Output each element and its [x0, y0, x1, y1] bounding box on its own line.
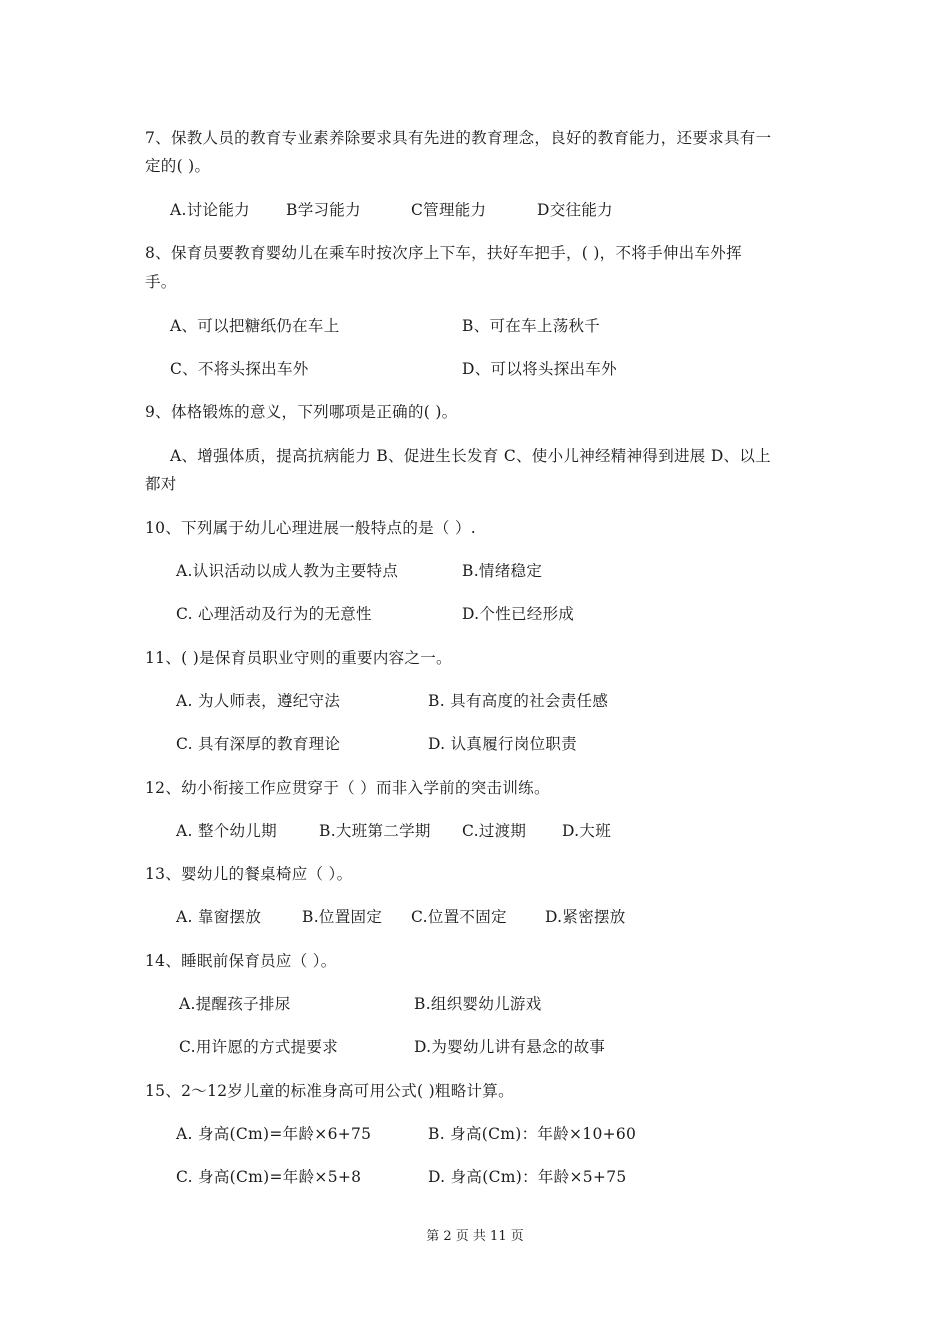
question-13-option-d: D.紧密摆放	[545, 908, 626, 926]
question-8-stem-line2: 手。	[145, 273, 177, 291]
question-7-option-d: D交往能力	[537, 201, 613, 219]
page-footer: 第 2 页 共 11 页	[426, 1229, 524, 1244]
question-7-option-c: C管理能力	[411, 201, 487, 219]
question-10-option-d: D.个性已经形成	[462, 605, 575, 623]
question-15-option-b: B. 身高(Cm)：年龄×10+60	[428, 1125, 637, 1143]
question-11-stem-line1: 11、( )是保育员职业守则的重要内容之一。	[145, 649, 452, 667]
question-15-option-a: A. 身高(Cm)=年龄×6+75	[176, 1125, 372, 1143]
question-13-option-a: A. 靠窗摆放	[176, 908, 262, 926]
question-11-option-d: D. 认真履行岗位职责	[428, 735, 578, 753]
question-7-option-b: B学习能力	[286, 201, 361, 219]
question-15-stem-line1: 15、2～12岁儿童的标准身高可用公式( )粗略计算。	[145, 1082, 514, 1100]
question-15-option-d: D. 身高(Cm)：年龄×5+75	[428, 1168, 627, 1186]
question-7-stem-line2: 定的( )。	[145, 157, 211, 175]
question-9-stem-line1: 9、体格锻炼的意义，下列哪项是正确的( )。	[145, 403, 458, 421]
question-12-option-a: A. 整个幼儿期	[176, 822, 277, 840]
question-10-option-b: B.情绪稳定	[462, 562, 543, 580]
question-8-option-b: B、可在车上荡秋千	[462, 317, 601, 335]
question-10-stem-line1: 10、下列属于幼儿心理进展一般特点的是（ ）.	[145, 519, 476, 537]
question-8-option-c: C、不将头探出车外	[170, 360, 309, 378]
question-10-option-a: A.认识活动以成人教为主要特点	[176, 562, 399, 580]
question-11-option-c: C. 具有深厚的教育理论	[176, 735, 341, 753]
question-11-option-a: A. 为人师表，遵纪守法	[176, 692, 341, 710]
question-8-option-a: A、可以把糖纸仍在车上	[170, 317, 340, 335]
question-12-option-c: C.过渡期	[462, 822, 527, 840]
question-10-option-c: C. 心理活动及行为的无意性	[176, 605, 372, 623]
question-14-option-c: C.用许愿的方式提要求	[179, 1038, 339, 1056]
question-7-option-a: A.讨论能力	[170, 201, 250, 219]
question-7-stem-line1: 7、保教人员的教育专业素养除要求具有先进的教育理念，良好的教育能力，还要求具有一	[145, 129, 772, 147]
question-13-option-b: B.位置固定	[302, 908, 383, 926]
question-14-stem-line1: 14、睡眠前保育员应（ ）。	[145, 952, 337, 970]
question-12-stem-line1: 12、幼小衔接工作应贯穿于（ ）而非入学前的突击训练。	[145, 779, 550, 797]
question-14-option-a: A.提醒孩子排尿	[179, 995, 291, 1013]
question-14-option-d: D.为婴幼儿讲有悬念的故事	[414, 1038, 606, 1056]
question-15-option-c: C. 身高(Cm)=年龄×5+8	[176, 1168, 362, 1186]
question-12-option-b: B.大班第二学期	[319, 822, 431, 840]
question-9-answer-line1: A、增强体质，提高抗病能力 B、促进生长发育 C、使小儿神经精神得到进展 D、以上	[170, 447, 771, 465]
question-11-option-b: B. 具有高度的社会责任感	[428, 692, 609, 710]
question-12-option-d: D.大班	[562, 822, 612, 840]
question-13-option-c: C.位置不固定	[411, 908, 507, 926]
question-13-stem-line1: 13、婴幼儿的餐桌椅应（ ）。	[145, 865, 353, 883]
question-8-option-d: D、可以将头探出车外	[462, 360, 617, 378]
question-9-answer-line2: 都对	[145, 475, 177, 493]
question-14-option-b: B.组织婴幼儿游戏	[414, 995, 542, 1013]
question-8-stem-line1: 8、保育员要教育婴幼儿在乘车时按次序上下车，扶好车把手，( )，不将手伸出车外挥	[145, 244, 742, 262]
